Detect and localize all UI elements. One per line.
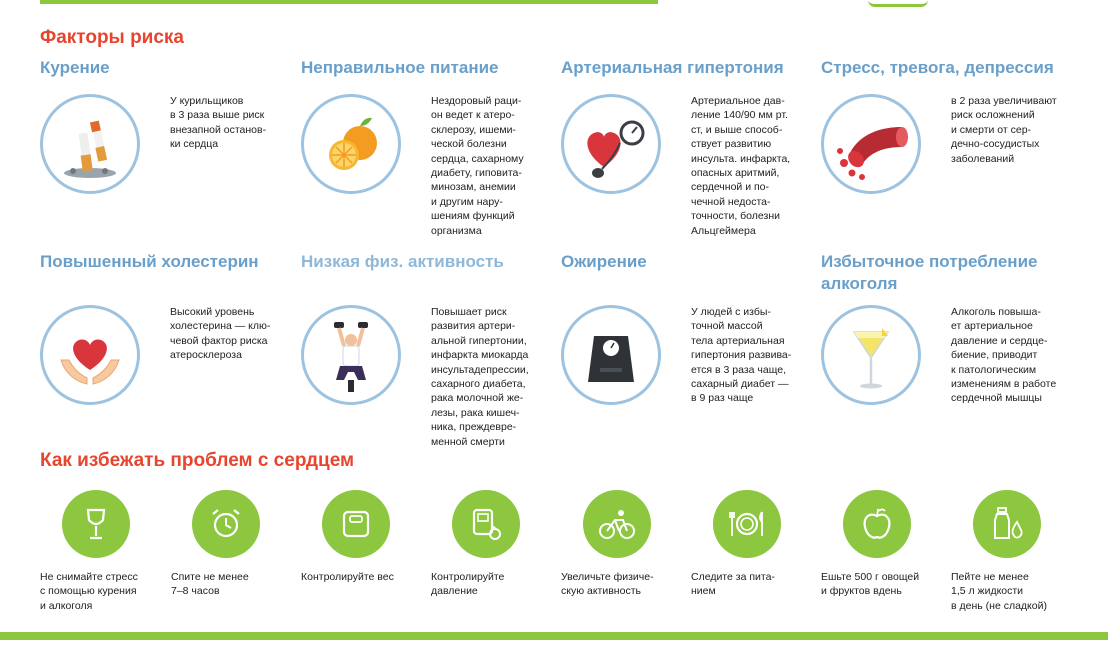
tip-text: Пейте не менее 1,5 л жидкости в день (не сладкой) xyxy=(951,571,1047,612)
factor-text: Алкоголь повыша- ет артериальное давление и сердце- биение, приводит к патологическим изменениям в работе сердечной мышцы xyxy=(951,306,1057,405)
tip-text: Увеличьте физиче- скую активность xyxy=(561,571,654,598)
orange-icon xyxy=(301,94,401,194)
logo-fragment xyxy=(868,0,928,7)
risk-factor-nutrition xyxy=(301,57,551,247)
tip-text: Контролируйте давление xyxy=(431,571,505,598)
factor-text: Артериальное дав- ление 140/90 мм рт. ст, и выше способ- ствует развитию инсульта. инфаркта, опасных аритмий, сердечной и по- чечной недоста- точности, болезни Альцгеймера xyxy=(691,95,791,237)
top-green-bar xyxy=(40,0,658,4)
factor-title: Неправильное питание xyxy=(301,58,499,77)
factor-title: Низкая физ. активность xyxy=(301,252,504,271)
risk-factor-smoking xyxy=(40,57,290,247)
risk-factor-low-activity xyxy=(301,251,551,451)
prevention-heading: Как избежать проблем с сердцем xyxy=(40,450,355,471)
scale-icon xyxy=(561,305,661,405)
tip-text: Спите не менее 7–8 часов xyxy=(171,571,249,598)
tip-text: Не снимайте стресс с помощью курения и алкоголя xyxy=(40,571,138,612)
risk-factor-obesity xyxy=(561,251,811,451)
factor-title: Избыточное потребление алкоголя xyxy=(821,252,1038,293)
factor-text: У людей с избы- точной массой тела артериальная гипертония развива- ется в 3 раза чаще, сахарный диабет — в 9 раз чаще xyxy=(691,306,792,405)
dumbbell-man-icon xyxy=(301,305,401,405)
tip-text: Следите за пита- нием xyxy=(691,571,775,598)
cigarette-icon xyxy=(40,94,140,194)
factor-text: Высокий уровень холестерина — клю- чевой фактор риска атеросклероза xyxy=(170,306,271,362)
risk-factor-cholesterol xyxy=(40,251,290,451)
tip-text: Ешьте 500 г овощей и фруктов вдень xyxy=(821,571,920,598)
apple-icon xyxy=(843,490,911,558)
factor-text: Повышает риск развития артери- альной гипертонии, инфаркта миокарда инсультадепрессии, сахарного диабета, рака молочной же- лезы, рака кишеч- ника, преждевре- менной смерти xyxy=(431,306,529,448)
cyclist-icon xyxy=(583,490,651,558)
factor-text: У курильщиков в 3 раза выше риск внезапной останов- ки сердца xyxy=(170,95,267,151)
tip-text: Контролируйте вес xyxy=(301,571,394,583)
factor-title: Стресс, тревога, депрессия xyxy=(821,58,1054,77)
factor-text: в 2 раза увеличивают риск осложнений и смерти от сер- дечно-сосудистых заболеваний xyxy=(951,95,1057,165)
factor-title: Повышенный холестерин xyxy=(40,252,259,271)
scale-icon xyxy=(322,490,390,558)
cocktail-icon xyxy=(821,305,921,405)
factor-title: Артериальная гипертония xyxy=(561,58,784,77)
heart-hands-icon xyxy=(40,305,140,405)
heart-tonometer-icon xyxy=(561,94,661,194)
bottom-green-bar xyxy=(0,632,1108,640)
risk-factors-heading: Факторы риска xyxy=(40,27,184,48)
tonometer-icon xyxy=(452,490,520,558)
risk-factor-hypertension xyxy=(561,57,811,247)
blood-vessel-icon xyxy=(821,94,921,194)
factor-title: Ожирение xyxy=(561,252,647,271)
risk-factor-stress xyxy=(821,57,1071,247)
water-bottle-icon xyxy=(973,490,1041,558)
factor-text: Нездоровый раци- он ведет к атеро- склерозу, ишеми- ческой болезни сердца, сахарному диабету, гиповита- минозам, анемии и другим нару- шениям функций организма xyxy=(431,95,524,237)
factor-title: Курение xyxy=(40,58,110,77)
wine-glass-icon xyxy=(62,490,130,558)
plate-icon xyxy=(713,490,781,558)
alarm-clock-icon xyxy=(192,490,260,558)
risk-factor-alcohol xyxy=(821,251,1071,451)
